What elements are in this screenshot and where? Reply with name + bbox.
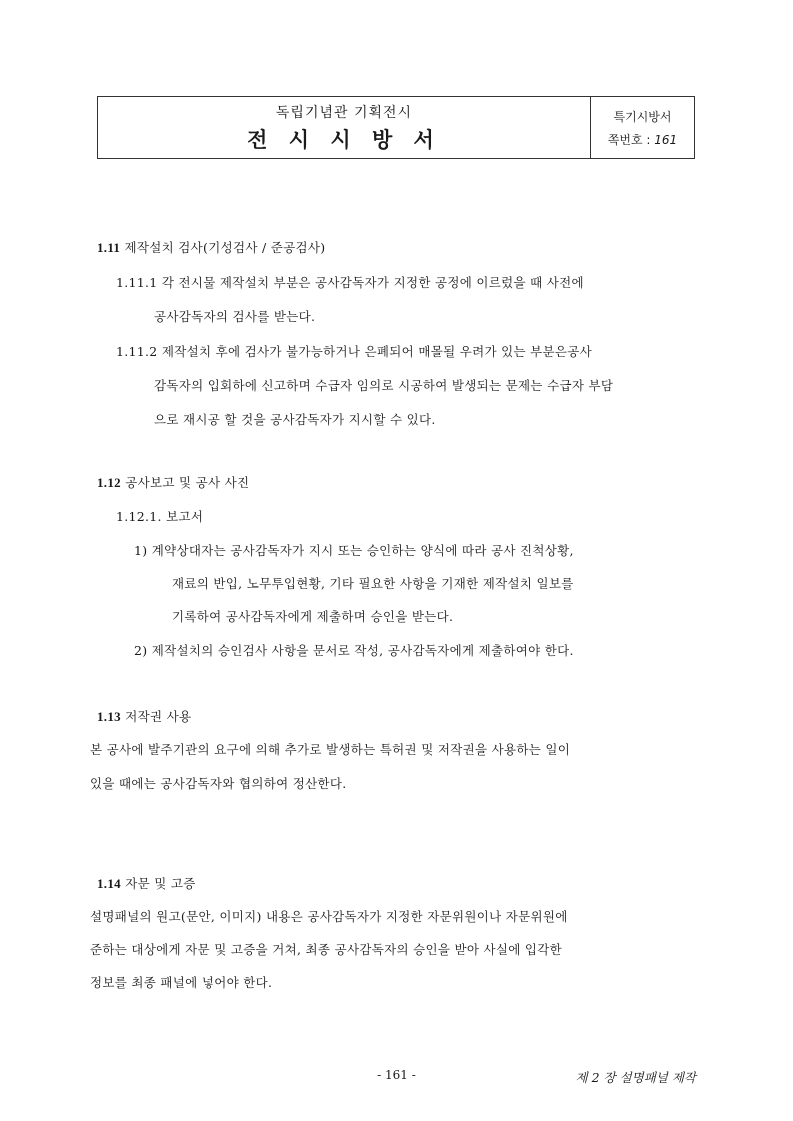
paragraph-line: 공사감독자의 검사를 받는다. xyxy=(154,309,316,324)
paragraph-line: 기록하여 공사감독자에게 제출하며 승인을 받는다. xyxy=(172,609,454,624)
header-meta-cell xyxy=(591,97,694,158)
paragraph-line: 재료의 반입, 노무투입현황, 기타 필요한 사항을 기재한 제작설치 일보를 xyxy=(172,576,574,591)
footer-chapter-title: 제 2 장 설명패널 제작 xyxy=(575,1070,696,1085)
header-title: 전 시 시 방 서 xyxy=(247,127,441,152)
doc-type: 특기시방서 xyxy=(613,109,672,124)
paragraph-line: 1.12.1. 보고서 xyxy=(116,509,204,524)
paragraph-line: 준하는 대상에게 자문 및 고증을 거쳐, 최종 공사감독자의 승인을 받아 사실에 입각한 xyxy=(90,942,563,957)
section-number: 1.11 xyxy=(97,240,121,255)
paragraph-line: 2) 제작설치의 승인검사 사항을 문서로 작성, 공사감독자에게 제출하여야 한다. xyxy=(134,643,574,658)
section-title: 자문 및 고증 xyxy=(125,876,196,891)
section-number: 1.14 xyxy=(97,876,121,891)
section-title: 제작설치 검사(기성검사 / 준공검사) xyxy=(124,240,326,255)
page-number-value: 161 xyxy=(654,132,678,147)
header-subtitle: 독립기념관 기획전시 xyxy=(275,104,413,121)
page-number-label: 쪽번호 : xyxy=(607,132,651,147)
page-number-field xyxy=(608,131,677,148)
paragraph-line: 설명패널의 원고(문안, 이미지) 내용은 공사감독자가 지정한 자문위원이나 자문위원에 xyxy=(90,909,568,924)
section-title: 공사보고 및 공사 사진 xyxy=(125,475,250,490)
section-number: 1.12 xyxy=(97,475,121,490)
section-heading-1-14 xyxy=(97,874,196,892)
section-heading-1-13 xyxy=(97,707,191,725)
paragraph-line: 1.11.2 제작설치 후에 검사가 불가능하거나 은폐되어 매몰될 우려가 있는 부분은공사 xyxy=(116,344,593,359)
section-number: 1.13 xyxy=(97,709,121,724)
document-header xyxy=(97,96,695,159)
section-heading-1-12 xyxy=(97,473,249,491)
paragraph-line: 감독자의 입회하에 신고하며 수급자 임의로 시공하여 발생되는 문제는 수급자 부담 xyxy=(154,378,614,393)
section-title: 저작권 사용 xyxy=(125,709,192,724)
header-title-cell xyxy=(98,97,591,158)
paragraph-line: 1) 계약상대자는 공사감독자가 지시 또는 승인하는 양식에 따라 공사 진척상황, xyxy=(134,543,574,558)
paragraph-line: 정보를 최종 패널에 넣어야 한다. xyxy=(90,975,273,990)
paragraph-line: 으로 재시공 할 것을 공사감독자가 지시할 수 있다. xyxy=(154,412,436,427)
paragraph-line: 있을 때에는 공사감독자와 협의하여 정산한다. xyxy=(90,776,347,791)
footer-page-number: - 161 - xyxy=(377,1068,416,1082)
paragraph-line: 본 공사에 발주기관의 요구에 의해 추가로 발생하는 특허권 및 저작권을 사용하는 일이 xyxy=(90,742,571,757)
paragraph-line: 1.11.1 각 전시물 제작설치 부분은 공사감독자가 지정한 공정에 이르렀을 때 사전에 xyxy=(116,275,584,290)
section-heading-1-11 xyxy=(97,238,325,256)
